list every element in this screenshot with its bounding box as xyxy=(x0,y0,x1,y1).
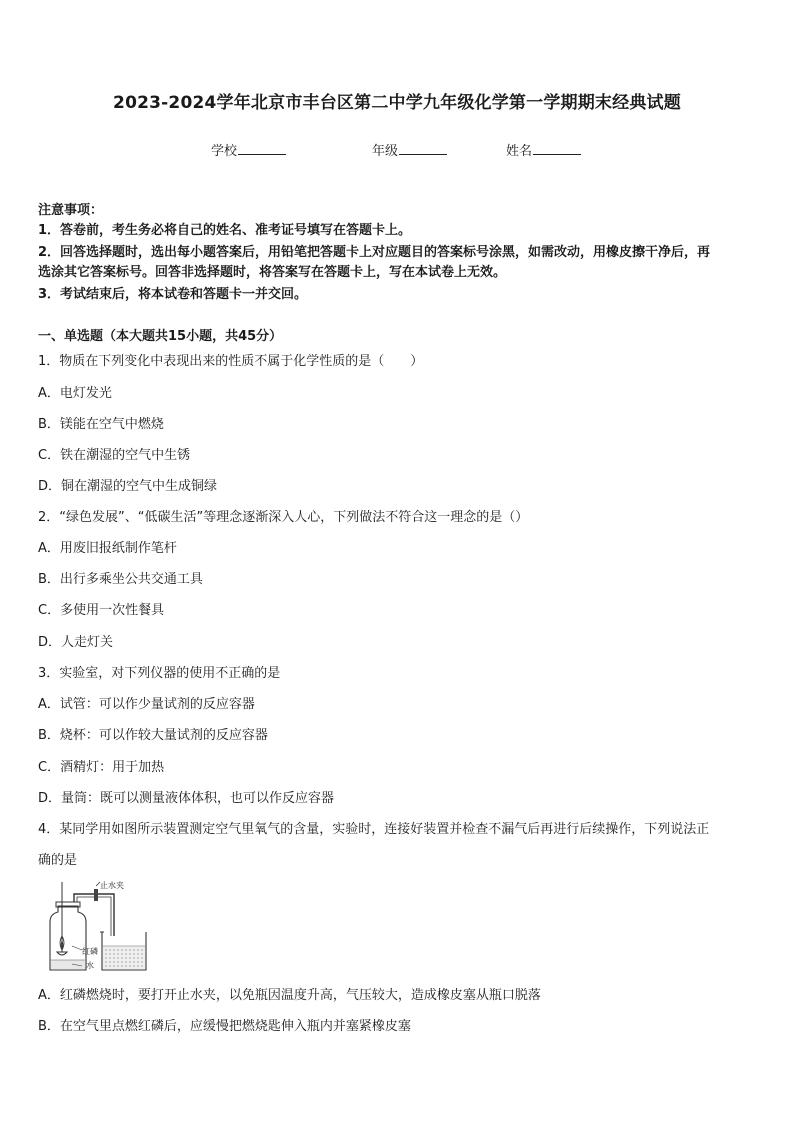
clamp-label: 止水夹 xyxy=(100,881,124,890)
question-option: A．红磷燃烧时，要打开止水夹，以免瓶因温度升高，气压较大，造成橡皮塞从瓶口脱落 xyxy=(38,988,541,1003)
school-label: 学校 xyxy=(211,144,238,159)
question-option: B．烧杯：可以作较大量试剂的反应容器 xyxy=(38,728,268,743)
notes-heading: 注意事项： xyxy=(38,203,104,218)
note-item: 2．回答选择题时，选出每小题答案后，用铅笔把答题卡上对应题目的答案标号涂黑，如需改动，用橡皮擦干净后，再 xyxy=(38,245,711,260)
question-option: A．电灯发光 xyxy=(38,386,112,401)
name-field xyxy=(506,140,581,159)
school-blank[interactable] xyxy=(238,142,286,155)
school-field xyxy=(211,140,286,159)
note-item: 选涂其它答案标号。回答非选择题时，将答案写在答题卡上，写在本试卷上无效。 xyxy=(38,265,507,280)
question-option: A．试管：可以作少量试剂的反应容器 xyxy=(38,697,255,712)
page-title: 2023-2024学年北京市丰台区第二中学九年级化学第一学期期末经典试题 xyxy=(113,93,681,113)
question-stem: 1．物质在下列变化中表现出来的性质不属于化学性质的是（ ） xyxy=(38,354,424,369)
grade-field xyxy=(372,140,447,159)
water-label: 水 xyxy=(86,961,94,970)
question-option: D．铜在潮湿的空气中生成铜绿 xyxy=(38,479,218,494)
question-option: C．酒精灯：用于加热 xyxy=(38,760,165,775)
question-stem: 4．某同学用如图所示装置测定空气里氧气的含量，实验时，连接好装置并检查不漏气后再进行后续操作，下列说法正 xyxy=(38,822,710,837)
clamp-mark xyxy=(94,889,98,901)
question-option: C．铁在潮湿的空气中生锈 xyxy=(38,448,191,463)
question-stem: 2．“绿色发展”、“低碳生活”等理念逐渐深入人心，下列做法不符合这一理念的是（） xyxy=(38,510,529,525)
grade-blank[interactable] xyxy=(399,142,447,155)
note-item: 3．考试结束后，将本试卷和答题卡一并交回。 xyxy=(38,287,308,302)
question-option: B．出行多乘坐公共交通工具 xyxy=(38,572,203,587)
name-label: 姓名 xyxy=(506,144,533,159)
section-heading: 一、单选题（本大题共15小题，共45分） xyxy=(38,329,283,344)
question-option: B．镁能在空气中燃烧 xyxy=(38,417,164,432)
grade-label: 年级 xyxy=(372,144,399,159)
name-blank[interactable] xyxy=(533,142,581,155)
question-option: B．在空气里点燃红磷后，应缓慢把燃烧匙伸入瓶内并塞紧橡皮塞 xyxy=(38,1019,411,1034)
question-stem-cont: 确的是 xyxy=(38,853,78,868)
apparatus-figure xyxy=(42,880,154,976)
question-option: A．用废旧报纸制作笔杆 xyxy=(38,541,177,556)
question-stem: 3．实验室，对下列仪器的使用不正确的是 xyxy=(38,666,281,681)
phosphorus-label: 红磷 xyxy=(82,947,98,956)
question-option: D．量筒：既可以测量液体体积，也可以作反应容器 xyxy=(38,791,335,806)
question-option: C．多使用一次性餐具 xyxy=(38,603,165,618)
question-option: D．人走灯关 xyxy=(38,635,114,650)
note-item: 1．答卷前，考生务必将自己的姓名、准考证号填写在答题卡上。 xyxy=(38,223,412,238)
